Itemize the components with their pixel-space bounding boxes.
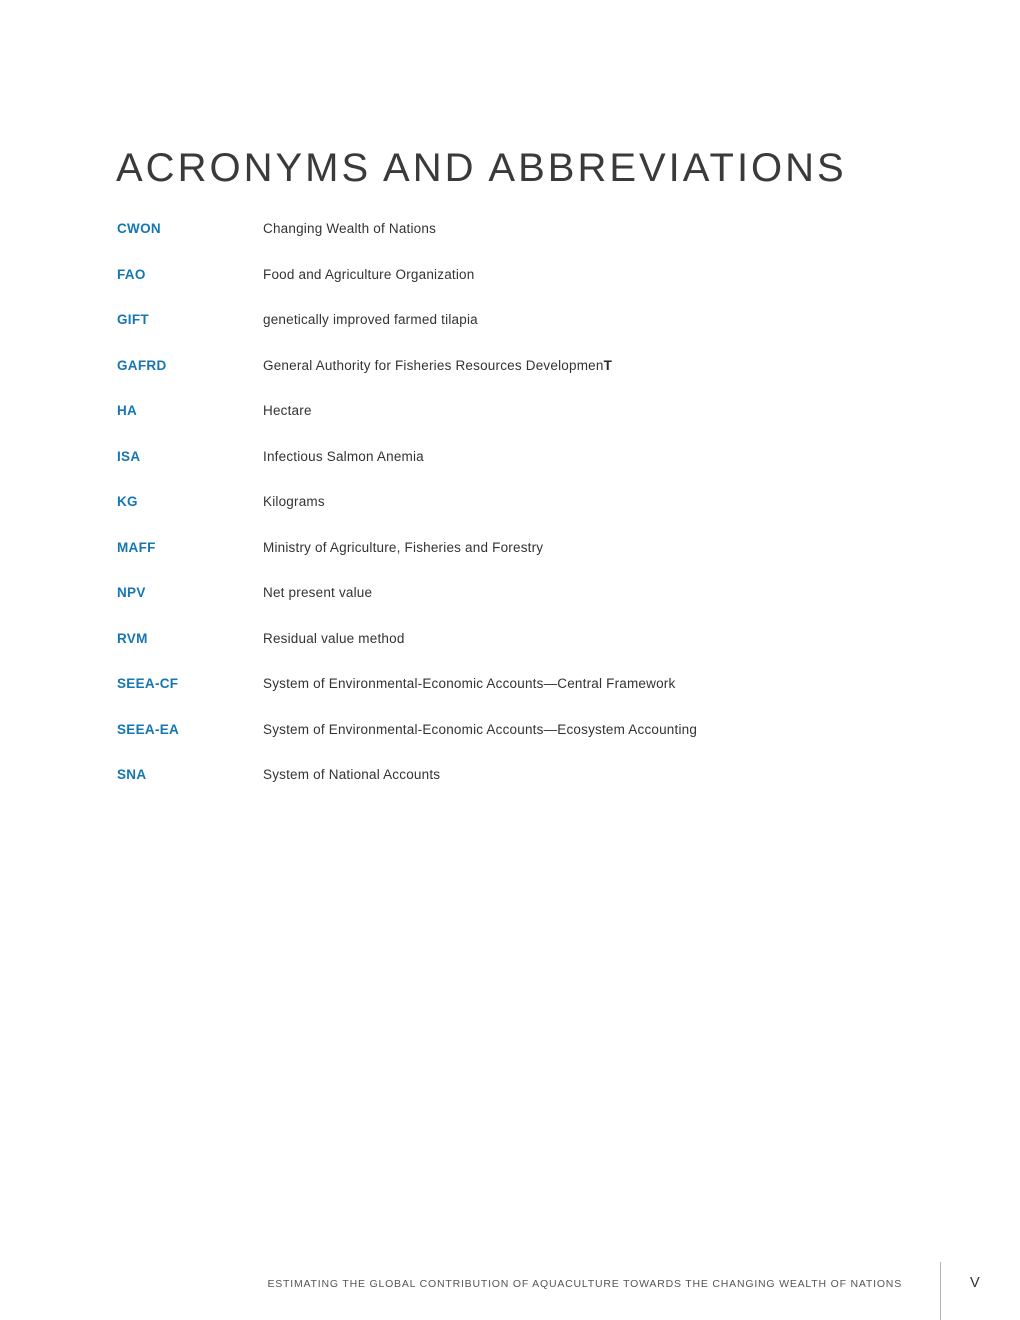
acronym-abbreviation: MAFF	[117, 539, 156, 555]
acronym-definition: System of Environmental-Economic Accounts—Ecosystem Accounting	[263, 721, 698, 737]
acronym-row	[117, 494, 917, 511]
acronym-abbreviation: HA	[117, 403, 138, 418]
acronym-definition: Ministry of Agriculture, Fisheries and Forestry	[263, 539, 544, 555]
page-title: ACRONYMS AND ABBREVIATIONS	[116, 146, 847, 190]
acronym-definition: System of National Accounts	[263, 767, 441, 782]
acronym-row	[117, 403, 917, 420]
acronym-abbreviation: ISA	[117, 448, 141, 464]
acronym-row	[117, 722, 917, 739]
acronym-abbreviation: SEEA-CF	[117, 676, 179, 691]
acronym-abbreviation: SNA	[117, 767, 147, 782]
page-footer	[0, 1262, 1020, 1320]
acronym-abbreviation: GAFRD	[117, 357, 167, 373]
acronym-abbreviation: CWON	[117, 221, 161, 236]
acronym-row	[117, 449, 917, 466]
acronym-row	[117, 631, 917, 648]
acronym-row	[117, 358, 917, 375]
acronym-definition: Food and Agriculture Organization	[263, 266, 475, 282]
acronym-row	[117, 221, 917, 238]
acronym-row	[117, 676, 917, 693]
acronym-row	[117, 312, 917, 329]
acronym-abbreviation: RVM	[117, 630, 148, 646]
acronym-definition: genetically improved farmed tilapia	[263, 312, 478, 327]
acronym-list	[117, 221, 917, 813]
acronym-row	[117, 767, 917, 784]
acronym-abbreviation: SEEA-EA	[117, 721, 180, 737]
acronym-row	[117, 267, 917, 284]
acronym-definition: System of Environmental-Economic Accounts—Central Framework	[263, 676, 676, 691]
footer-running-title: ESTIMATING THE GLOBAL CONTRIBUTION OF AQUACULTURE TOWARDS THE CHANGING WEALTH OF NATIONS	[267, 1278, 902, 1290]
acronym-definition: Kilograms	[263, 494, 325, 509]
acronym-definition: Net present value	[263, 585, 373, 600]
acronym-abbreviation: KG	[117, 494, 138, 509]
page-number: V	[970, 1275, 980, 1291]
acronym-abbreviation: GIFT	[117, 312, 149, 327]
acronym-definition: Infectious Salmon Anemia	[263, 448, 424, 464]
acronym-abbreviation: FAO	[117, 266, 146, 282]
acronym-definition: Changing Wealth of Nations	[263, 221, 437, 236]
acronym-definition: Hectare	[263, 403, 312, 418]
acronym-definition: General Authority for Fisheries Resources DevelopmenT	[263, 357, 613, 373]
acronym-row	[117, 585, 917, 602]
acronym-abbreviation: NPV	[117, 585, 146, 600]
footer-divider	[940, 1262, 941, 1320]
acronym-definition-bold-suffix: T	[603, 357, 613, 373]
acronym-definition: Residual value method	[263, 630, 405, 646]
acronym-row	[117, 540, 917, 557]
